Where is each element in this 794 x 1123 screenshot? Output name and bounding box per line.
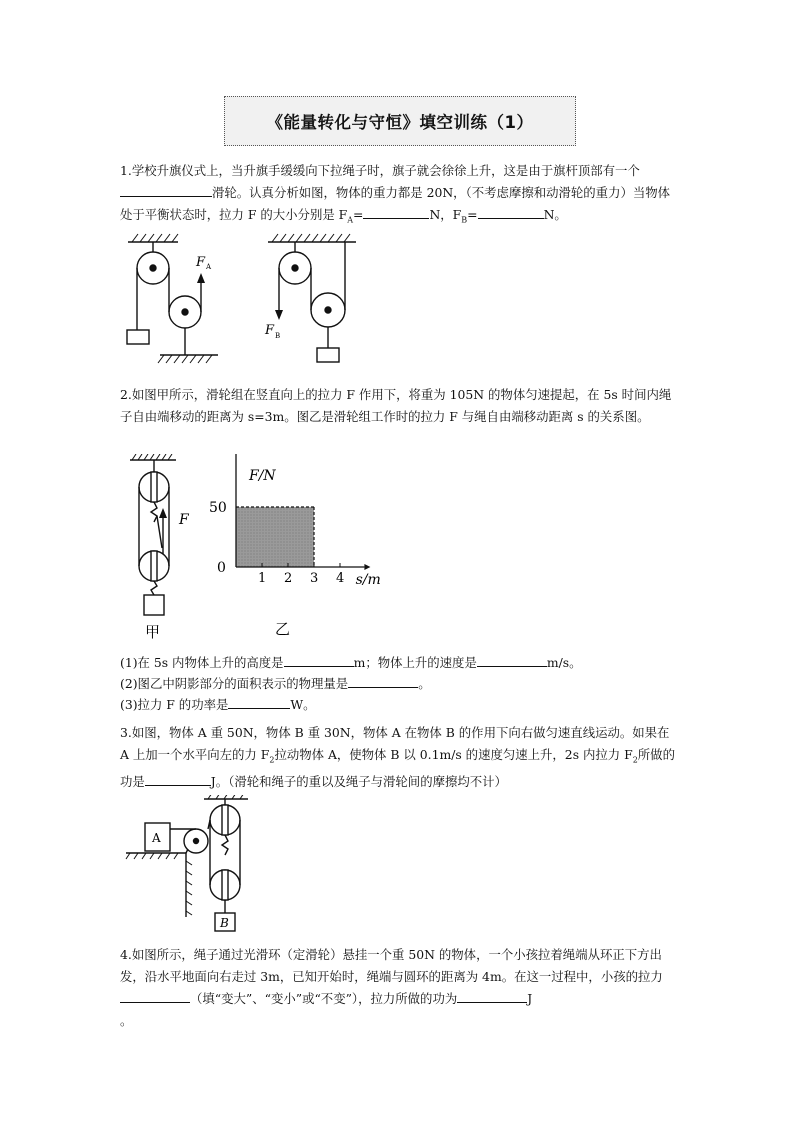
q2-sub3-b: W。 (290, 697, 316, 712)
label-b: B (220, 916, 229, 930)
answer-blank[interactable] (363, 204, 429, 219)
q4-text-b: （填“变大”、“变小”或“不变”），拉力所做的功为 (190, 991, 458, 1006)
x-axis-label: s/m (355, 572, 381, 588)
page-title: 《能量转化与守恒》填空训练（1） (266, 113, 534, 132)
x-tick-label: 3 (310, 571, 319, 586)
x-axis-arrow-icon (364, 564, 370, 570)
q1-text-e: = (467, 207, 478, 222)
x-tick-label: 4 (336, 571, 345, 586)
answer-blank[interactable] (145, 771, 211, 786)
arrow-up-icon (197, 273, 205, 283)
q1-text-b: 滑轮。认真分析如图，物体的重力都是 20N，（不考虑摩擦和动滑轮的重力）当物体处于平衡状态时，拉力 F 的大小分别是 F (120, 185, 671, 222)
title-box (224, 96, 576, 146)
y-tick-label: 50 (209, 500, 227, 516)
label-fa: F (196, 255, 206, 270)
label-jia: 甲 (145, 623, 161, 640)
label-a: A (152, 831, 161, 845)
q1-sub-a: A (347, 215, 354, 225)
x-tick-label: 1 (258, 571, 267, 586)
q1-text-d: N，F (429, 207, 462, 222)
q1-text-f: N。 (543, 207, 567, 222)
answer-blank[interactable] (477, 652, 547, 667)
q2-sub3-a: (3)拉力 F 的功率是 (120, 697, 229, 712)
shaded-area (236, 507, 314, 567)
q3-text-b: 拉动物体 A，使物体 B 以 0.1m/s 的速度匀速上升，2s 内拉力 F (274, 747, 633, 762)
force-distance-chart (205, 454, 395, 644)
label-yi: 乙 (275, 620, 291, 638)
q2-sub1-c: m/s。 (546, 655, 582, 670)
weight-block (127, 330, 149, 344)
q3-text-c: 所做的功是 (120, 747, 675, 790)
answer-blank[interactable] (348, 673, 418, 688)
question-2-subs (120, 652, 680, 715)
y-axis-label: F/N (249, 468, 276, 484)
q2-intro: 2.如图甲所示，滑轮组在竖直向上的拉力 F 作用下，将重为 105N 的物体匀速提起，在 5s 时间内绳子自由端移动的距离为 s=3m。图乙是滑轮组工作时的拉力 F 与绳自由端移动距离 s 的关系图。 (120, 387, 672, 424)
q4-text-c: J (527, 991, 533, 1006)
arrow-down-icon (275, 310, 283, 320)
q2-sub1-b: m；物体上升的速度是 (353, 655, 477, 670)
question-3 (120, 722, 680, 793)
question-2 (120, 384, 680, 428)
answer-blank[interactable] (478, 204, 544, 219)
q1-sub-b: B (461, 215, 468, 225)
label-fb-sub: B (275, 332, 281, 340)
q2-sub2-b: 。 (418, 676, 431, 691)
q1-text-a: 1.学校升旗仪式上，当升旗手缓缓向下拉绳子时，旗子就会徐徐上升，这是由于旗杆顶部有一个 (120, 163, 640, 178)
question-4 (120, 944, 680, 1032)
q4-text-d: 。 (120, 1013, 133, 1028)
pulley-figure-1 (118, 230, 363, 370)
q3-sub-a: 2 (269, 755, 275, 765)
answer-blank[interactable] (228, 694, 290, 709)
answer-blank[interactable] (457, 988, 527, 1003)
x-tick-label: 2 (284, 571, 293, 586)
answer-blank[interactable] (120, 988, 190, 1003)
question-1 (120, 160, 680, 231)
label-force-f: F (179, 512, 189, 528)
q2-sub2-a: (2)图乙中阴影部分的面积表示的物理量是 (120, 676, 349, 691)
q3-text-d: J。（滑轮和绳子的重以及绳子与滑轮间的摩擦均不计） (210, 774, 507, 790)
label-fa-sub: A (206, 263, 212, 271)
origin-label: 0 (217, 560, 226, 576)
q4-text-a: 4.如图所示，绳子通过光滑环（定滑轮）悬挂一个重 50N 的物体，一个小孩拉着绳端从环正下方出发，沿水平地面向右走过 3m，已知开始时，绳端与圆环的距离为 4m。在这一过程中，小孩的拉力 (120, 947, 663, 984)
q2-sub1-a: (1)在 5s 内物体上升的高度是 (120, 655, 284, 670)
answer-blank[interactable] (120, 182, 212, 197)
q1-text-c: = (353, 207, 364, 222)
pulley-block-figure (118, 454, 198, 640)
q3-text-a: 3.如图，物体 A 重 50N，物体 B 重 30N，物体 A 在物体 B 的作用下向右做匀速直线运动。如果在 A 上加一个水平向左的力 F (120, 725, 670, 762)
arrow-up-icon (159, 508, 167, 518)
label-fb: F (265, 323, 275, 338)
pulley-figure-3 (124, 795, 264, 935)
answer-blank[interactable] (284, 652, 354, 667)
q3-sub-b: 2 (632, 755, 638, 765)
